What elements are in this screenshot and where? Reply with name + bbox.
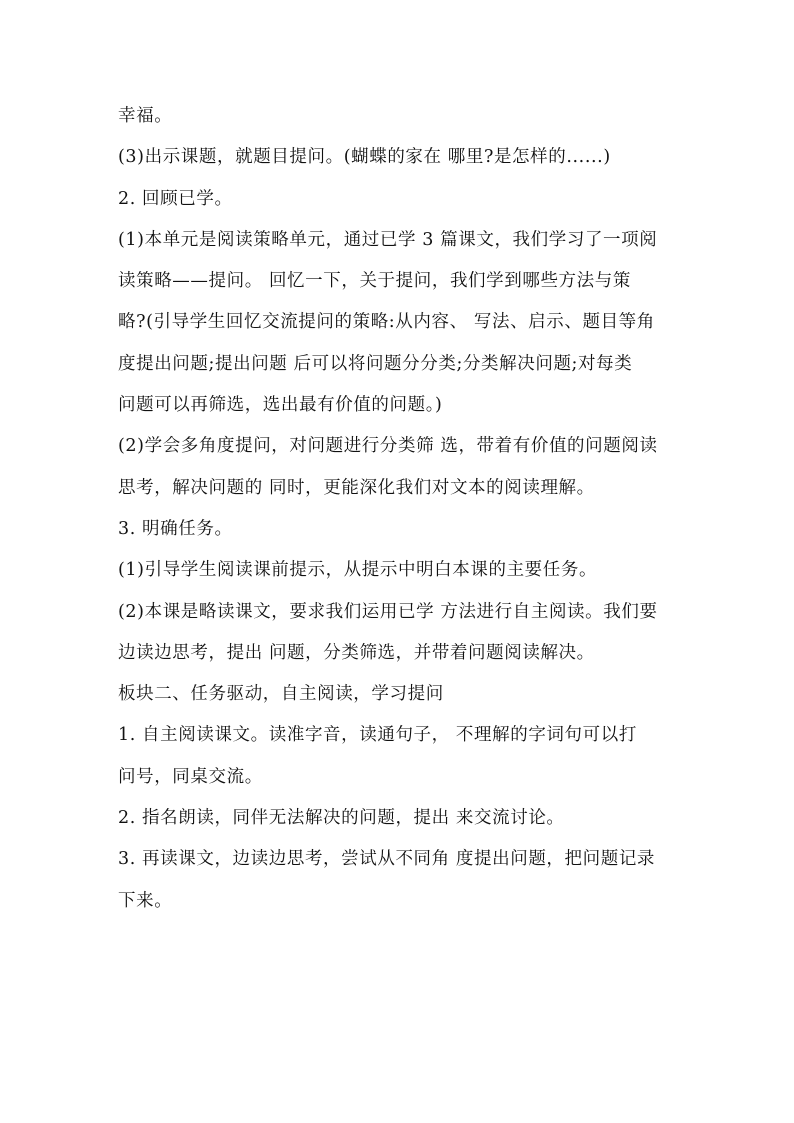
section-heading: 3. 明确任务。 <box>118 518 233 539</box>
text-line: 略?(引导学生回忆交流提问的策略:从内容、 写法、启示、题目等角 <box>118 312 655 333</box>
text-line: 2. 指名朗读，同伴无法解决的问题，提出 来交流讨论。 <box>118 808 565 829</box>
text-line: 3. 再读课文，边读边思考，尝试从不同角 度提出问题，把问题记录 <box>118 849 656 870</box>
text-line: 问题可以再筛选，选出最有价值的问题。) <box>118 395 443 416</box>
text-line: 幸福。 <box>118 106 173 126</box>
text-line: 下来。 <box>118 890 173 911</box>
text-line: (1)本单元是阅读策略单元，通过已学 3 篇课文，我们学习了一项阅 <box>118 229 658 250</box>
text-line: (2)本课是略读课文，要求我们运用已学 方法进行自主阅读。我们要 <box>118 601 658 622</box>
text-line: 思考，解决问题的 同时，更能深化我们对文本的阅读理解。 <box>118 477 595 498</box>
text-line: (2)学会多角度提问，对问题进行分类筛 选，带着有价值的问题阅读 <box>118 436 658 457</box>
text-line: (3)出示课题，就题目提问。(蝴蝶的家在 哪里?是怎样的......) <box>118 147 611 168</box>
text-line: 度提出问题;提出问题 后可以将问题分分类;分类解决问题;对每类 <box>118 353 633 374</box>
text-line: 1. 自主阅读课文。读准字音，读通句子， 不理解的字词句可以打 <box>118 725 637 746</box>
block-heading: 板块二、任务驱动，自主阅读，学习提问 <box>118 684 444 705</box>
text-line: 边读边思考，提出 问题，分类筛选，并带着问题阅读解决。 <box>118 642 595 663</box>
document-body <box>118 96 684 922</box>
text-line: 问号，同桌交流。 <box>118 766 263 787</box>
text-line: 读策略——提问。 回忆一下，关于提问，我们学到哪些方法与策 <box>118 271 631 292</box>
text-line: (1)引导学生阅读课前提示，从提示中明白本课的主要任务。 <box>118 560 598 581</box>
section-heading: 2. 回顾已学。 <box>118 188 233 209</box>
